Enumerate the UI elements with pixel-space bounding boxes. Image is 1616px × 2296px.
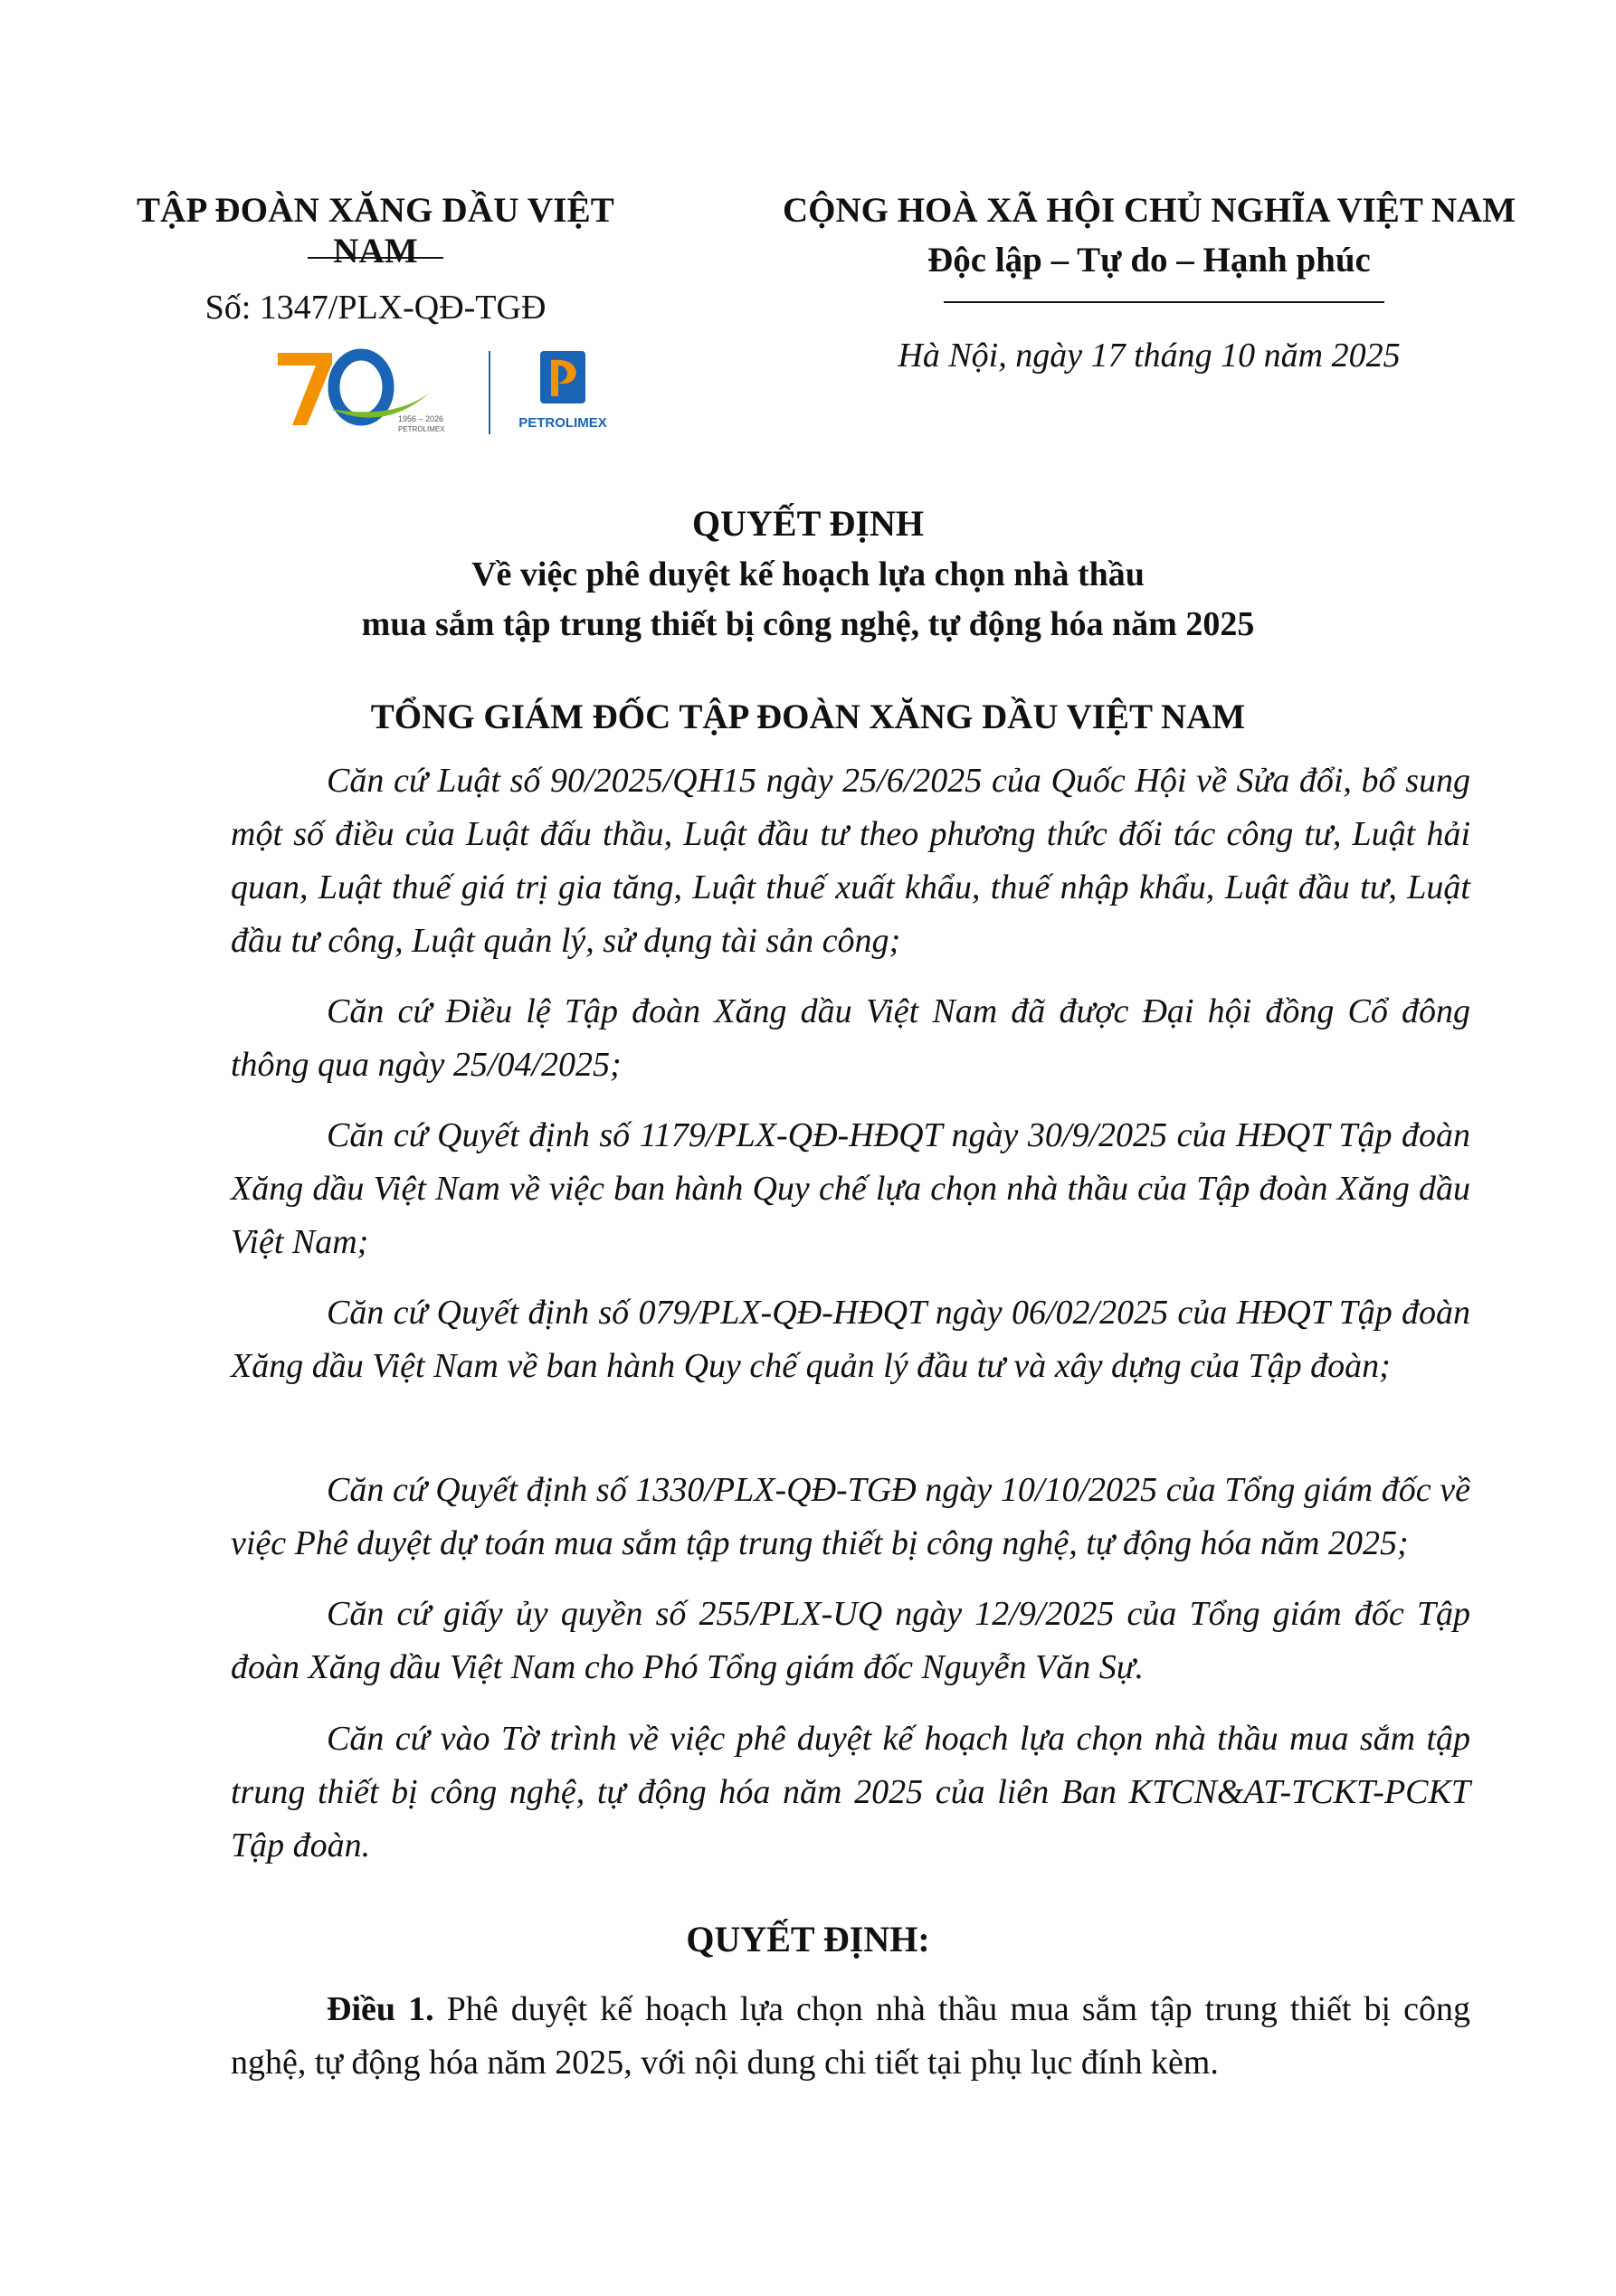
legal-basis-paragraph: Căn cứ Quyết định số 1330/PLX-QĐ-TGĐ ngày 10/10/2025 của Tổng giám đốc về việc Phê duyệt dự toán mua sắm tập trung thiết bị công nghệ, tự động hóa năm 2025; <box>231 1471 1470 1562</box>
article-1-label: Điều 1. <box>327 1990 434 2028</box>
legal-basis-paragraph: Căn cứ Điều lệ Tập đoàn Xăng dầu Việt Nam đã được Đại hội đồng Cổ đông thông qua ngày 25/04/2025; <box>231 992 1470 1084</box>
organization-name: TẬP ĐOÀN XĂNG DẦU VIỆT NAM <box>136 191 615 270</box>
petrolimex-emblem <box>540 351 585 403</box>
anniversary-years: 1956 – 2026 <box>398 414 444 423</box>
legal-basis-paragraph: Căn cứ vào Tờ trình về việc phê duyệt kế hoạch lựa chọn nhà thầu mua sắm tập trung thiết bị công nghệ, tự động hóa năm 2025 của liên Ban KTCN&AT-TCKT-PCKT Tập đoàn. <box>231 1720 1470 1864</box>
document-subject-line-2: mua sắm tập trung thiết bị công nghệ, tự động hóa năm 2025 <box>361 605 1255 643</box>
place-and-date: Hà Nội, ngày 17 tháng 10 năm 2025 <box>898 337 1401 375</box>
logo-group <box>276 346 638 445</box>
document-subject-line-1: Về việc phê duyệt kế hoạch lựa chọn nhà thầu <box>471 555 1145 593</box>
seventy-zero-glyph <box>334 355 388 420</box>
legal-basis-paragraph: Căn cứ Quyết định số 1179/PLX-QĐ-HĐQT ngày 30/9/2025 của HĐQT Tập đoàn Xăng dầu Việt Nam về việc ban hành Quy chế lựa chọn nhà thầu của Tập đoàn Xăng dầu Việt Nam; <box>231 1116 1470 1261</box>
motto-divider <box>944 301 1384 303</box>
organization-divider <box>308 257 443 259</box>
anniversary-brand: PETROLIMEX <box>398 425 445 433</box>
petrolimex-wordmark: PETROLIMEX <box>518 415 607 431</box>
legal-basis-paragraph: Căn cứ Luật số 90/2025/QH15 ngày 25/6/2025 của Quốc Hội về Sửa đổi, bổ sung một số điều của Luật đấu thầu, Luật đầu tư theo phương thức đối tác công tư, Luật hải quan, Luật thuế giá trị gia tăng, Luật thuế xuất khẩu, thuế nhập khẩu, Luật đầu tư, Luật đầu tư công, Luật quản lý, sử dụng tài sản công; <box>231 762 1470 960</box>
legal-basis-paragraph: Căn cứ Quyết định số 079/PLX-QĐ-HĐQT ngày 06/02/2025 của HĐQT Tập đoàn Xăng dầu Việt Nam về ban hành Quy chế quản lý đầu tư và xây dựng của Tập đoàn; <box>231 1294 1470 1385</box>
national-title: CỘNG HOÀ XÃ HỘI CHỦ NGHĨA VIỆT NAM <box>782 191 1516 230</box>
document-number: Số: 1347/PLX-QĐ-TGĐ <box>204 289 547 327</box>
seventy-seven-glyph <box>278 353 332 425</box>
article-1 <box>231 1983 1470 2090</box>
issuing-authority: TỔNG GIÁM ĐỐC TẬP ĐOÀN XĂNG DẦU VIỆT NAM <box>370 697 1246 736</box>
decision-heading: QUYẾT ĐỊNH: <box>686 1919 930 1959</box>
document-title: QUYẾT ĐỊNH <box>692 503 924 544</box>
article-1-text: Phê duyệt kế hoạch lựa chọn nhà thầu mua sắm tập trung thiết bị công nghệ, tự động hóa năm 2025, với nội dung chi tiết tại phụ lục đính kèm. <box>231 1990 1471 2082</box>
national-motto: Độc lập – Tự do – Hạnh phúc <box>927 241 1371 280</box>
anniversary-logo <box>276 346 638 445</box>
legal-basis-paragraph: Căn cứ giấy ủy quyền số 255/PLX-UQ ngày 12/9/2025 của Tổng giám đốc Tập đoàn Xăng dầu Việt Nam cho Phó Tổng giám đốc Nguyễn Văn Sự. <box>231 1595 1470 1686</box>
